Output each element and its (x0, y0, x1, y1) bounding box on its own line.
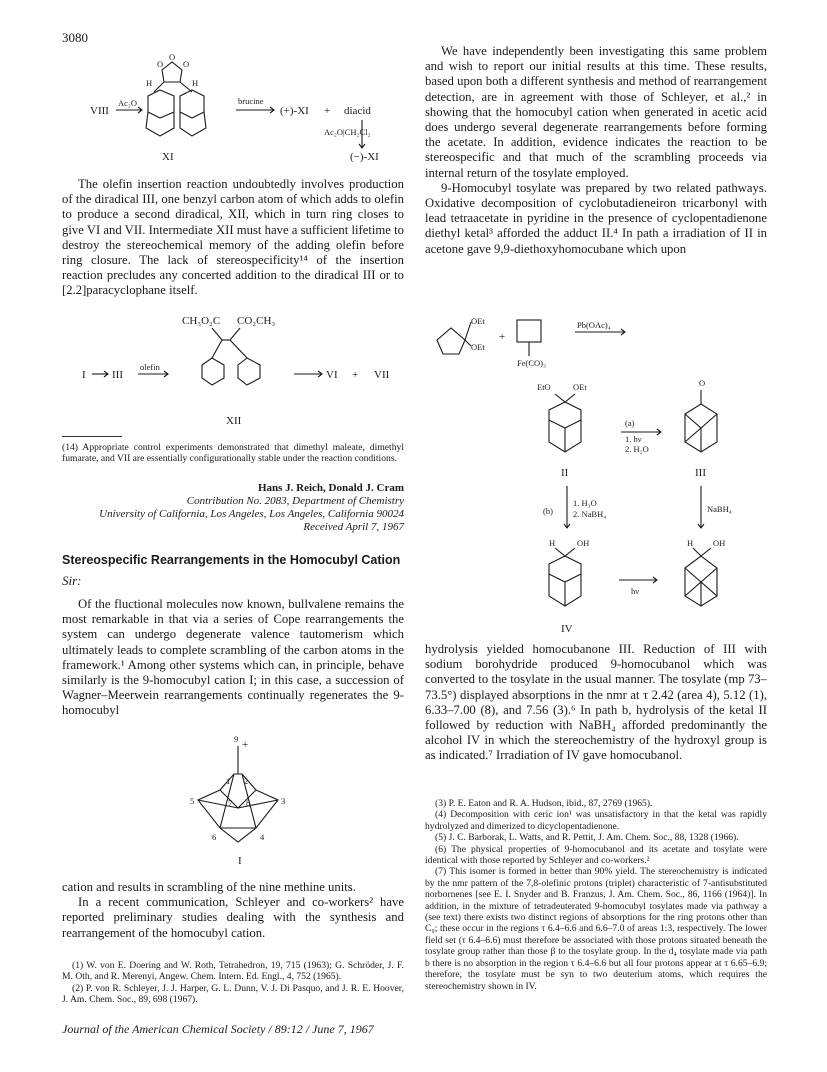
label-a1: 1. hν (625, 434, 642, 444)
received-date: Received April 7, 1967 (303, 521, 404, 533)
footnote-3: (3) P. E. Eaton and R. A. Hudson, ibid., 87, 2769 (1965). (435, 798, 653, 809)
ketal-structure (437, 316, 485, 354)
plus-sign-synthesis: + (499, 331, 506, 343)
paragraph-fluctional: Of the fluctional molecules now known, bullvalene remains the most remarkable in that via a series of Cope rearrangements the system can undergo degenerate valence tautomerism which ultimately leads to complete scrambling of the carbon atoms in the framework.¹ Among other systems which can, in principle, behave similarly is the 9-homocubyl cation I; in this case, a succession of Wagner–Meerwein rearrangements continually regenerates the 9-homocubyl (62, 597, 404, 718)
atom-2: 2 (244, 776, 249, 786)
alcohol-iv-structure (549, 548, 581, 606)
label-cond: Ac₂O|CH₂Cl₂ (324, 127, 371, 137)
label-hv: hν (631, 586, 640, 596)
label-pboac: Pb(OAc)₄ (577, 320, 611, 330)
label-minus-xi: (−)-XI (350, 151, 379, 163)
label-b1: 1. H₃O (573, 498, 597, 508)
contribution: Contribution No. 2083, Department of Chemistry (186, 495, 404, 507)
label-nabh4: NaBH₄ (707, 504, 732, 514)
plus-sign-xii: + (352, 369, 359, 381)
label-viii: VIII (90, 105, 109, 117)
svg-text:O: O (183, 59, 190, 69)
footnote-5: (5) J. C. Barborak, L. Watts, and R. Pettit, J. Am. Chem. Soc., 88, 1328 (1966). (435, 832, 739, 844)
label-iii: III (112, 369, 123, 381)
svg-text:O: O (169, 52, 176, 62)
label-a2: 2. H₂O (625, 444, 649, 454)
label-vi: VI (326, 369, 338, 381)
journal-footer: Journal of the American Chemical Society / 89:12 / June 7, 1967 (62, 1022, 374, 1036)
label-h-1: H (549, 538, 556, 548)
atom-4: 4 (260, 832, 265, 842)
atom-7: 7 (228, 798, 233, 808)
label-ester1: CH₃O₂C (182, 315, 221, 327)
footnote-14: (14) Appropriate control experiments demonstrated that dimethyl maleate, dimethyl fumarate, and VII are essentially configurationally stable under the reaction conditions. (62, 442, 404, 465)
university: University of California, Los Angeles, Los Angeles, California 90024 (99, 508, 404, 520)
atom-3: 3 (281, 796, 286, 806)
plus-charge: + (242, 739, 249, 751)
label-path-a: (a) (625, 418, 635, 428)
paragraph-hydrolysis: hydrolysis yielded homocubanone III. Reduction of III with sodium borohydride produced 9-homocubanol which was converted to the tosylate in the usual manner. The tosylate (mp 73–73.5°) displayed absorptions in the nmr at τ 2.42 (area 4), 5.12 (1), 6.33–7.00 (8), and 7.56 (3).⁶ In path b, hydrolysis of the ketal II followed by reduction with NaBH₄ afforded predominantly the alcohol IV in which the stereochemistry of the hydroxyl group is as indicated.⁷ Irradiation of IV gave homocubanol. (425, 642, 767, 763)
atom-5: 5 (190, 796, 195, 806)
svg-text:O: O (157, 59, 164, 69)
cation-structure-i (180, 732, 320, 872)
label-i: I (82, 369, 86, 381)
label-oh-2: OH (713, 538, 726, 548)
adduct-ii-structure (549, 394, 581, 452)
scheme-synthesis (425, 310, 767, 640)
label-ii: II (561, 467, 569, 479)
label-iv: IV (561, 623, 573, 635)
footnote-4: (4) Decomposition with ceric ion¹ was unsatisfactory in that the ketal was rapidly hydrolyzed and dimerized to dicyclopentadienone. (425, 809, 767, 832)
label-iii-right: III (695, 467, 706, 479)
paragraph-independent: We have independently been investigating this same problem and wish to report our initial results at this time. These results, based upon both a different synthesis and method of rearrangement detection, are in agreement with those of Schleyer, et al.,² in showing that the homocubyl cation when generated in acetic acid does undergo several degenerate rearrangements before forming the acetate. In addition, evidence indicates the reaction to be stereospecific and that much of the scrambling proceeds via internal return of the tosylate employed. (425, 44, 767, 180)
label-oet-3: OEt (573, 382, 587, 392)
label-brucine: brucine (238, 96, 264, 106)
cyclobutadiene-ring (517, 320, 541, 342)
paragraph-cation: cation and results in scrambling of the nine methine units. (62, 880, 356, 894)
atom-6: 6 (212, 832, 217, 842)
label-ester2: CO₂CH₃ (237, 315, 276, 327)
label-oet-2: OEt (471, 342, 485, 352)
footnote-6: (6) The physical properties of 9-homocubanol and its acetate and tosylate were identical with those reported by Schleyer and co-workers.² (425, 843, 767, 867)
label-olefin: olefin (140, 362, 160, 372)
label-xii: XII (226, 415, 242, 427)
atom-9: 9 (234, 734, 239, 744)
label-path-b: (b) (543, 506, 553, 516)
benzene-ring-right (238, 358, 260, 385)
paragraph-olefin-insertion: The olefin insertion reaction undoubtedly involves production of the diradical III, one benzyl carbon atom of which adds to olefin to produce a second diradical, XII, which in turn ring closes to give VI and VII. Intermediate XII must have a sufficient lifetime to destroy the stereochemical memory of the adding olefin before ring closure. The lack of stereospecificity¹⁴ of the insertion reaction precludes any concerted addition to the diradical III or to [2.2]paracyclophane itself. (62, 177, 404, 298)
scheme-diacid-resolution (62, 52, 404, 170)
label-oh-1: OH (577, 538, 590, 548)
homocubanol-structure (685, 548, 717, 606)
article-title: Stereospecific Rearrangements in the Homocubyl Cation (62, 553, 401, 567)
label-plus-xi: (+)-XI (280, 105, 309, 117)
benzene-ring-left (202, 358, 224, 385)
atom-1: 1 (226, 776, 231, 786)
label-b2: 2. NaBH₄ (573, 509, 607, 519)
authors: Hans J. Reich, Donald J. Cram (257, 482, 404, 494)
homocubanone-iii-structure (685, 390, 717, 452)
label-oet-1: OEt (471, 316, 485, 326)
atom-8: 8 (246, 798, 251, 808)
label-diacid: diacid (344, 105, 371, 117)
label-xi: XI (162, 151, 174, 163)
salutation: Sir: (62, 573, 82, 588)
footnote-1: (1) W. von E. Doering and W. Roth, Tetrahedron, 19, 715 (1963); G. Schröder, J. F. M. Oth, and R. Merenyi, Angew. Chem. Intern. Ed. Engl., 4, 752 (1965). (62, 960, 404, 983)
anhydride-structure (146, 52, 206, 136)
author-signature (62, 482, 404, 534)
label-cation-i: I (238, 855, 242, 867)
footnote-2: (2) P. von R. Schleyer, J. J. Harper, G. L. Dunn, V. J. Di Pasquo, and J. R. E. Hoover, J. Am. Chem. Soc., 89, 698 (1967). (62, 982, 404, 1006)
label-eto: EtO (537, 382, 551, 392)
h-right: H (192, 78, 199, 88)
label-ac2o: Ac₂O (118, 98, 138, 108)
label-o: O (699, 378, 706, 388)
plus-sign: + (324, 105, 331, 117)
scheme-xii (62, 310, 404, 432)
h-left: H (146, 78, 153, 88)
footnote-7: (7) This isomer is formed in better than 90% yield. The stereochemistry is indicated by the nmr pattern of the 7,8-olefinic protons (triplet) characteristic of 7-antisubstituted norbornenes [see E. I. Snyder and B. Franzus, J. Am. Chem. Soc., 86, 1166 (1964)]. In addition, in the mixture of tetradeuterated 9-homocubyl tosylates made via pathway a (see text) there exists two distinct regions of absorptions for the ring protons other than C₉; these occur in the regions τ 6.4–6.6 and 6.6–7.0 of areas 1:3, respectively. The lower field set (τ 6.4–6.6) must therefore be associated with those protons situated beneath the tosylate group rather than those β to the tosylate group. In the d₄ tosylate made via path b there is no absorption in the region τ 6.4–6.6 but all four protons appear at τ 6.65–6.9; therefore, the tosylate must be syn to two deuterium atoms, which requires the stereochemistry shown in IV. (425, 866, 767, 992)
label-feco3: Fe(CO)₃ (517, 358, 546, 368)
page-number: 3080 (62, 30, 88, 45)
label-h-2: H (687, 538, 694, 548)
paragraph-recent: In a recent communication, Schleyer and co-workers² have reported preliminary studies dealing with the synthesis and rearrangement of the homocubyl cation. (62, 895, 404, 940)
footnote-rule (62, 436, 122, 437)
label-vii: VII (374, 369, 390, 381)
paragraph-tosylate: 9-Homocubyl tosylate was prepared by two related pathways. Oxidative decomposition of cyclobutadieneiron tricarbonyl with lead tetraacetate in pyridine in the presence of cyclopentadienone diethyl ketal³ afforded the adduct II.⁴ In path a irradiation of II in acetone gave 9,9-diethoxyhomocubane which upon (425, 180, 767, 256)
